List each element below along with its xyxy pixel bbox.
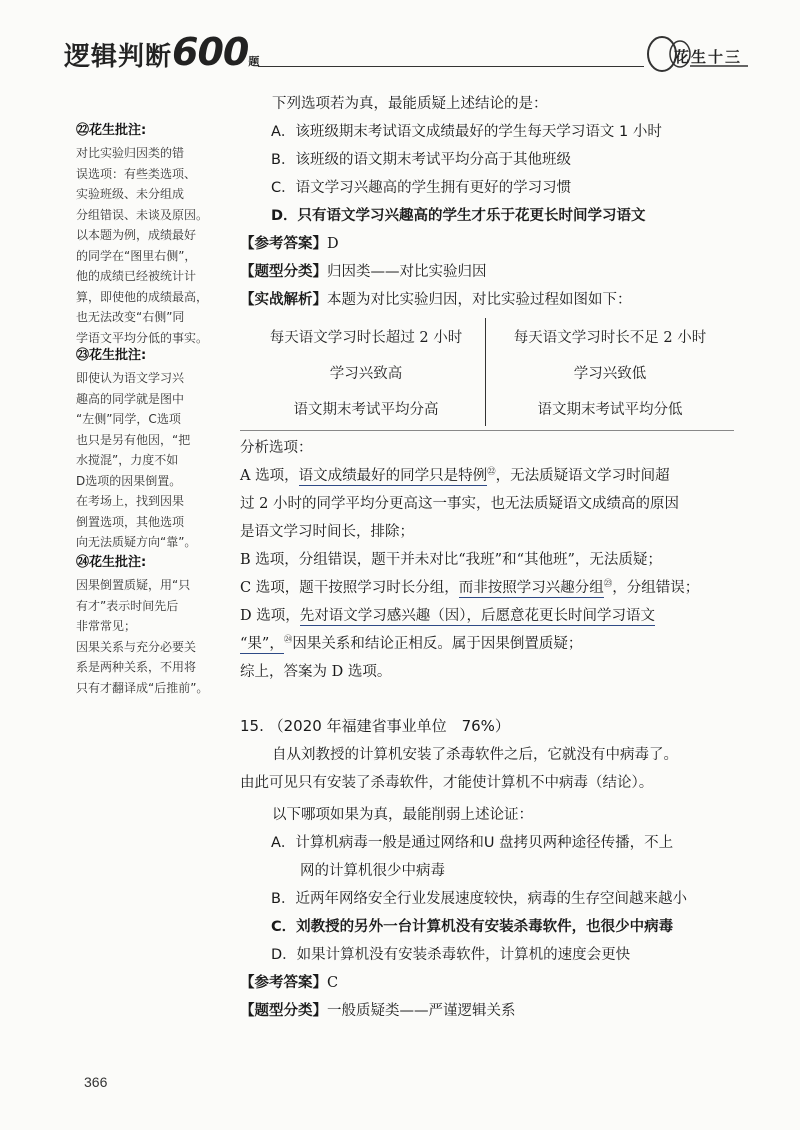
analysis-d-line1: D 选项，先对语文学习感兴趣（因），后愿意花更长时间学习语文 [240,608,655,624]
side-note-body: 即使认为语文学习兴 趣高的同学就是图中 “左侧”同学，C选项 也只是另有他因，“把 水搅混”，力度不如 D选项的因果倒置。 在考场上，找到因果 倒置选项，其他选项 向无法质疑方向“靠”。 [76,371,197,549]
analysis-a-line2: 过 2 小时的同学平均分更高这一事实，也无法质疑语文成绩高的原因 [240,496,679,512]
q15-stem-line1: 自从刘教授的计算机安装了杀毒软件之后，它就没有中病毒了。 [272,747,678,763]
q15-type: 【题型分类】一般质疑类——严谨逻辑关系 [240,1002,516,1019]
q15-option-b: B．近两年网络安全行业发展速度较快，病毒的生存空间越来越小 [271,891,687,907]
table-cell: 学习兴致低 [573,366,647,382]
q15-title: 15. （2020 年福建省事业单位 76%） [240,717,510,735]
q14-stem: 下列选项若为真，最能质疑上述结论的是： [272,96,548,112]
q14-analysis-intro: 【实战解析】本题为对比实验归因，对比实验过程如图如下： [240,291,632,308]
side-note-heading: ㉔花生批注: [76,555,147,570]
analysis-a-line3: 是语文学习时间长，排除； [240,524,414,540]
analysis-summary: 综上，答案为 D 选项。 [240,664,392,680]
q14-option-c: C．语文学习兴趣高的学生拥有更好的学习习惯 [271,180,572,196]
table-cell: 语文期末考试平均分低 [537,402,683,418]
q15-stem-line2: 由此可见只有安装了杀毒软件，才能使计算机不中病毒（结论）。 [240,775,654,791]
side-note-22 [76,120,216,348]
q14-option-b: B．该班级的语文期末考试平均分高于其他班级 [271,152,571,168]
q15-option-d: D．如果计算机没有安装杀毒软件，计算机的速度会更快 [271,947,631,963]
analysis-label: 分析选项： [240,440,313,456]
analysis-c: C 选项，题干按照学习时长分组，而非按照学习兴趣分组$^㉓$，分组错误； [240,579,700,596]
q14-type: 【题型分类】归因类——对比实验归因 [240,263,487,280]
brand-badge: 花生十三 [674,48,743,66]
book-title: 逻辑判断600题 [64,30,261,74]
side-note-23 [76,345,216,553]
q14-answer: 【参考答案】D [240,235,339,252]
side-note-24 [76,552,216,698]
q15-answer: 【参考答案】C [240,974,339,991]
table-cell: 每天语文学习时长不足 2 小时 [513,330,707,346]
q15-option-a-cont: 网的计算机很少中病毒 [300,863,445,879]
side-note-heading: ㉒花生批注: [76,123,147,138]
q15-option-c: C．刘教授的另外一台计算机没有安装杀毒软件，也很少中病毒 [271,919,674,935]
table-bottom-rule [240,430,734,431]
table-cell: 语文期末考试平均分高 [293,402,439,418]
q15-question: 以下哪项如果为真，最能削弱上述论证： [272,807,533,823]
side-note-body: 因果倒置质疑，用“只 有才”表示时间先后 非常常见； 因果关系与充分必要关 系是两种关系，不用将 只有才翻译成“后推前”。 [76,578,209,695]
analysis-d-line2: “果”，$^㉔$因果关系和结论正相反。属于因果倒置质疑； [240,635,583,652]
q15-option-a: A．计算机病毒一般是通过网络和U 盘拷贝两种途径传播，不上 [271,835,674,851]
table-divider [485,318,486,426]
header-rule [258,66,644,67]
analysis-a-line1: A 选项，语文成绩最好的同学只是特例$^㉒$，无法质疑语文学习时间超 [240,467,670,484]
side-note-body: 对比实验归因类的错 误选项：有些类选项、 实验班级、未分组成 分组错误、未谈及原因。 以本题为例，成绩最好 的同学在“图里右侧”， 他的成绩已经被统计计 算，即使他的成绩最高， 也无法改变“右侧”同 学语文平均分低的事实。 [76,146,209,345]
q14-option-a: A．该班级期末考试语文成绩最好的学生每天学习语文 1 小时 [271,124,662,140]
table-cell: 每天语文学习时长超过 2 小时 [269,330,463,346]
side-note-heading: ㉓花生批注: [76,348,147,363]
q14-option-d: D．只有语文学习兴趣高的学生才乐于花更长时间学习语文 [271,208,646,224]
analysis-b: B 选项，分组错误，题干并未对比“我班”和“其他班”，无法质疑； [240,552,662,568]
page-number: 366 [84,1074,108,1090]
table-cell: 学习兴致高 [329,366,403,382]
